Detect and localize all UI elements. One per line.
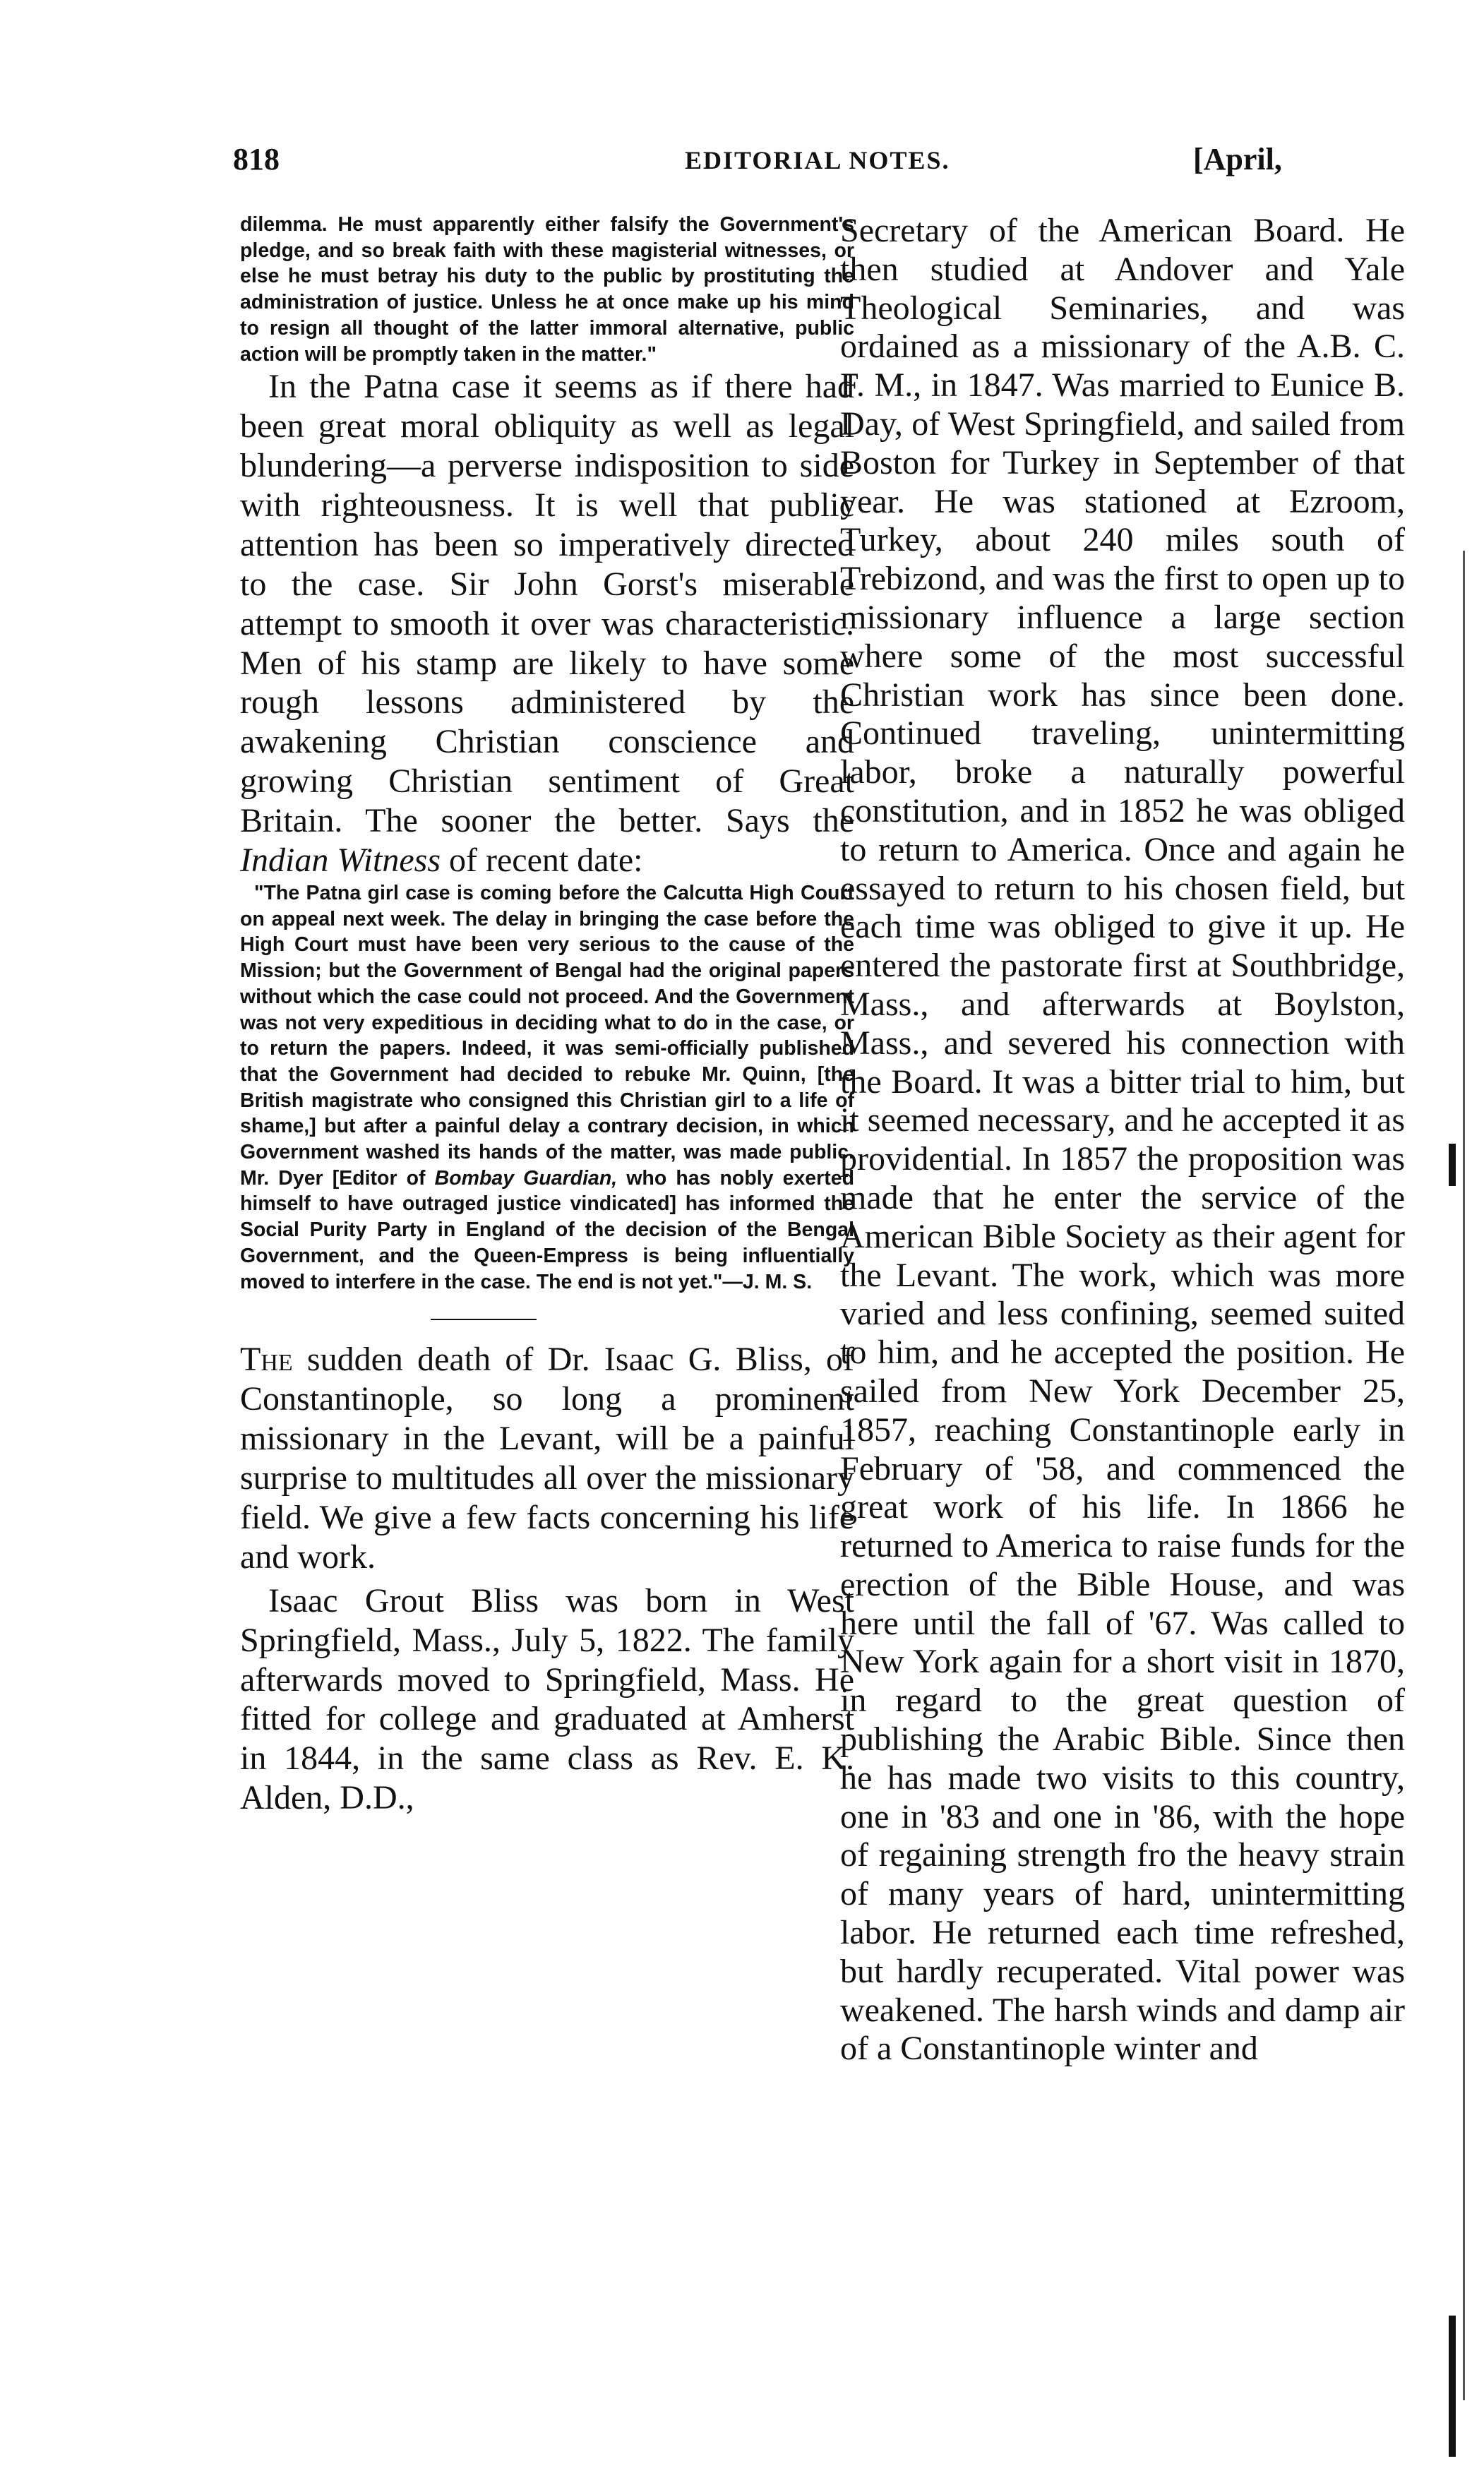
- page-header: [0, 141, 1484, 184]
- patna-text: In the Patna case it seems as if there had been great moral obliquity as well as legal blundering—a perverse indisposition to side with righteousness. It is well that public attention has been so imperatively directed to the case. Sir John Gorst's miserable attempt to smooth it over was characteristic. Men of his stamp are likely to have some rough lessons administered by the awakening Christian conscience and growing Christian sentiment of Great Britain. The sooner the better. Says the: [240, 368, 854, 840]
- patna-case-paragraph: [240, 367, 854, 880]
- lead-word: The: [240, 1341, 293, 1379]
- scan-edge-mark: [1449, 1144, 1456, 1186]
- right-column: [840, 212, 1405, 2068]
- running-date: [April,: [1193, 142, 1282, 176]
- patna-text-end: of recent date:: [441, 842, 643, 880]
- left-column: [240, 212, 854, 1818]
- indian-witness-quote: [240, 880, 854, 1295]
- quote-text-a: "The Patna girl case is coming before the Calcutta High Court on appeal next week. The delay in bringing the case before the High Court must have been very serious to the cause of the Mission; but the Government of Bengal had the original papers without which the case could not proceed. And the Government was not very expeditious in deciding what to do in the case, or to return the papers. Indeed, it was semi-officially published that the Government had decided to rebuke Mr. Quinn, [the British magistrate who consigned this Christian girl to a life of shame,] but after a painful delay a contrary decision, in which Government washed its hands of the matter, was made public. Mr. Dyer [Editor of: [240, 882, 854, 1190]
- page-number: 818: [233, 142, 280, 176]
- quote-text-b: who has nobly exerted himself to have outraged justice vindicated] has informed the Social Purity Party in England of the decision of the Bengal Government, and the Queen-Empress is being influentially moved to interfere in the case. The end is not yet."—J. M. S.: [240, 1166, 854, 1293]
- section-divider: [431, 1319, 537, 1320]
- quoted-passage-continued: dilemma. He must apparently either falsify the Government's pledge, and so break faith with these magisterial witnesses, or else he must betray his duty to the public by prostituting the administration of justice. Unless he at once make up his mind to resign all thought of the latter immoral alternative, public action will be promptly taken in the matter.": [240, 213, 854, 366]
- scan-edge-line: [1463, 551, 1465, 2400]
- running-title: EDITORIAL NOTES.: [685, 146, 950, 174]
- indian-witness-title: Indian Witness: [240, 842, 441, 880]
- bliss-death-text: sudden death of Dr. Isaac G. Bliss, of Constantinople, so long a prominent missionary in the Levant, will be a painful surprise to multitudes all over the missionary field. We give a few facts concerning his life and work.: [240, 1341, 854, 1576]
- bliss-biography-continued: Secretary of the American Board. He then studied at Andover and Yale Theological Seminaries, and was ordained as a missionary of the A.B. C. F. M., in 1847. Was married to Eunice B. Day, of West Springfield, and sailed from Boston for Turkey in September of that year. He was stationed at Ezroom, Turkey, about 240 miles south of Trebizond, and was the first to open up to missionary influence a large section where some of the most successful Christian work has since been done. Continued traveling, unintermitting labor, broke a naturally powerful constitution, and in 1852 he was obliged to return to America. Once and again he essayed to return to his chosen field, but each time was obliged to give it up. He entered the pastorate first at Southbridge, Mass., and afterwards at Boylston, Mass., and severed his connection with the Board. It was a bitter trial to him, but it seemed necessary, and he accepted it as providential. In 1857 the proposition was made that he enter the service of the American Bible Society as their agent for the Levant. The work, which was more varied and less confining, seemed suited to him, and he accepted the position. He sailed from New York December 25, 1857, reaching Constantinople early in February of '58, and commenced the great work of his life. In 1866 he returned to America to raise funds for the erection of the Bible House, and was here until the fall of '67. Was called to New York again for a short visit in 1870, in regard to the great question of publishing the Arabic Bible. Since then he has made two visits to this country, one in '83 and one in '86, with the hope of regaining strength fro the heavy strain of many years of hard, unintermitting labor. He returned each time refreshed, but hardly recuperated. Vital power was weakened. The harsh winds and damp air of a Constantinople winter and: [840, 212, 1405, 2068]
- bliss-death-paragraph: [240, 1340, 854, 1576]
- bombay-guardian-title: Bombay Guardian,: [434, 1166, 618, 1190]
- bliss-biography-paragraph: Isaac Grout Bliss was born in West Springfield, Mass., July 5, 1822. The family afterwards moved to Springfield, Mass. He fitted for college and graduated at Amherst in 1844, in the same class as Rev. E. K. Alden, D.D.,: [240, 1581, 854, 1817]
- scan-edge-mark: [1449, 2316, 1456, 2457]
